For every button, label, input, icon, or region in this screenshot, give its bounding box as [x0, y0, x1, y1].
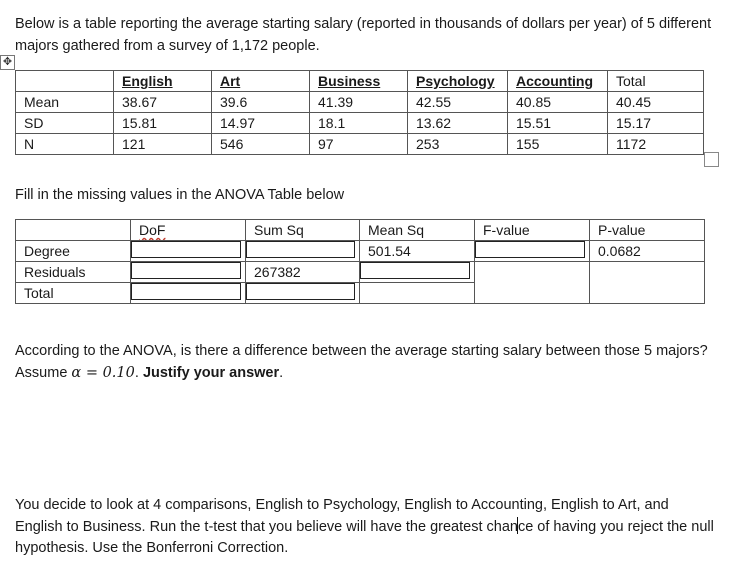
degree-sumsq-cell [246, 241, 360, 262]
ttest-question-text: You decide to look at 4 comparisons, English to Psychology, English to Accounting, English to Art, and English to Business. Run the t-test that you believe will have the greatest chan [15, 497, 669, 535]
residuals-dof-input[interactable] [131, 262, 241, 279]
total-dof-input[interactable] [131, 283, 241, 300]
anova-question-suffix: . [279, 364, 284, 381]
stats-row-n [16, 134, 704, 155]
dof-header-label: DoF [139, 222, 166, 238]
anova-question [15, 341, 730, 384]
anova-row-label: Degree [16, 241, 131, 262]
degree-dof-input[interactable] [131, 241, 241, 258]
anova-row-label: Residuals [16, 262, 131, 283]
degree-pvalue-value: 0.0682 [590, 241, 705, 262]
stats-cell: 40.85 [508, 92, 608, 113]
stats-cell: 15.51 [508, 113, 608, 134]
anova-header-cell [16, 220, 131, 241]
residuals-fvalue-empty [475, 262, 590, 304]
stats-cell: 546 [212, 134, 310, 155]
move-arrows-icon[interactable]: ✥ [0, 55, 15, 70]
stats-cell: 42.55 [408, 92, 508, 113]
residuals-pvalue-empty [590, 262, 705, 304]
stats-cell: 14.97 [212, 113, 310, 134]
residuals-dof-cell [131, 262, 246, 283]
stats-header-cell: Accounting [508, 71, 608, 92]
degree-fvalue-cell [475, 241, 590, 262]
stats-cell: 1172 [608, 134, 704, 155]
stats-cell: 15.17 [608, 113, 704, 134]
anova-instructions: Fill in the missing values in the ANOVA Table below [15, 187, 345, 203]
stats-header-cell [16, 71, 114, 92]
residuals-meansq-cell [360, 262, 475, 283]
stats-cell: 41.39 [310, 92, 408, 113]
stats-row-label: SD [16, 113, 114, 134]
stats-cell: 39.6 [212, 92, 310, 113]
degree-sumsq-input[interactable] [246, 241, 355, 258]
stats-header-cell: Business [310, 71, 408, 92]
anova-header-row [16, 220, 705, 241]
anova-row-degree [16, 241, 705, 262]
anova-table [15, 219, 705, 304]
stats-cell: 97 [310, 134, 408, 155]
anova-header-cell: P-value [590, 220, 705, 241]
stats-cell: 253 [408, 134, 508, 155]
stats-header-row [16, 71, 704, 92]
anova-question-middle: . [134, 364, 143, 381]
stats-cell: 121 [114, 134, 212, 155]
salary-stats-table [15, 70, 704, 155]
stats-row-label: Mean [16, 92, 114, 113]
anova-header-cell: Sum Sq [246, 220, 360, 241]
ttest-question [15, 495, 715, 560]
stats-header-cell: Total [608, 71, 704, 92]
anova-question-text: According to the ANOVA, is there a difference between the average starting salary between those 5 majors? Assume [15, 343, 708, 381]
anova-header-cell [131, 220, 246, 241]
stats-row-sd [16, 113, 704, 134]
total-dof-cell [131, 283, 246, 304]
anova-row-residuals [16, 262, 705, 283]
total-sumsq-input[interactable] [246, 283, 355, 300]
alpha-expression: α = 0.10 [71, 364, 135, 381]
justify-instruction: Justify your answer [142, 364, 280, 381]
stats-cell: 15.81 [114, 113, 212, 134]
residuals-meansq-input[interactable] [360, 262, 470, 279]
ttest-question-text-rest: ce of having you reject the null hypothesis. Use the Bonferroni Correction. [15, 518, 714, 556]
residuals-sumsq-value: 267382 [246, 262, 360, 283]
anova-header-cell: Mean Sq [360, 220, 475, 241]
checkbox[interactable] [704, 152, 719, 167]
stats-cell: 13.62 [408, 113, 508, 134]
degree-fvalue-input[interactable] [475, 241, 585, 258]
anova-row-label: Total [16, 283, 131, 304]
intro-paragraph: Below is a table reporting the average starting salary (reported in thousands of dollars per year) of 5 different majors gathered from a survey of 1,172 people. [15, 16, 712, 54]
stats-cell: 155 [508, 134, 608, 155]
stats-header-cell: Psychology [408, 71, 508, 92]
stats-row-mean [16, 92, 704, 113]
stats-row-label: N [16, 134, 114, 155]
stats-cell: 40.45 [608, 92, 704, 113]
degree-meansq-value: 501.54 [360, 241, 475, 262]
degree-dof-cell [131, 241, 246, 262]
stats-header-cell: English [114, 71, 212, 92]
total-sumsq-cell [246, 283, 360, 304]
stats-cell: 38.67 [114, 92, 212, 113]
total-meansq-empty [360, 283, 475, 304]
stats-header-cell: Art [212, 71, 310, 92]
stats-cell: 18.1 [310, 113, 408, 134]
anova-header-cell: F-value [475, 220, 590, 241]
